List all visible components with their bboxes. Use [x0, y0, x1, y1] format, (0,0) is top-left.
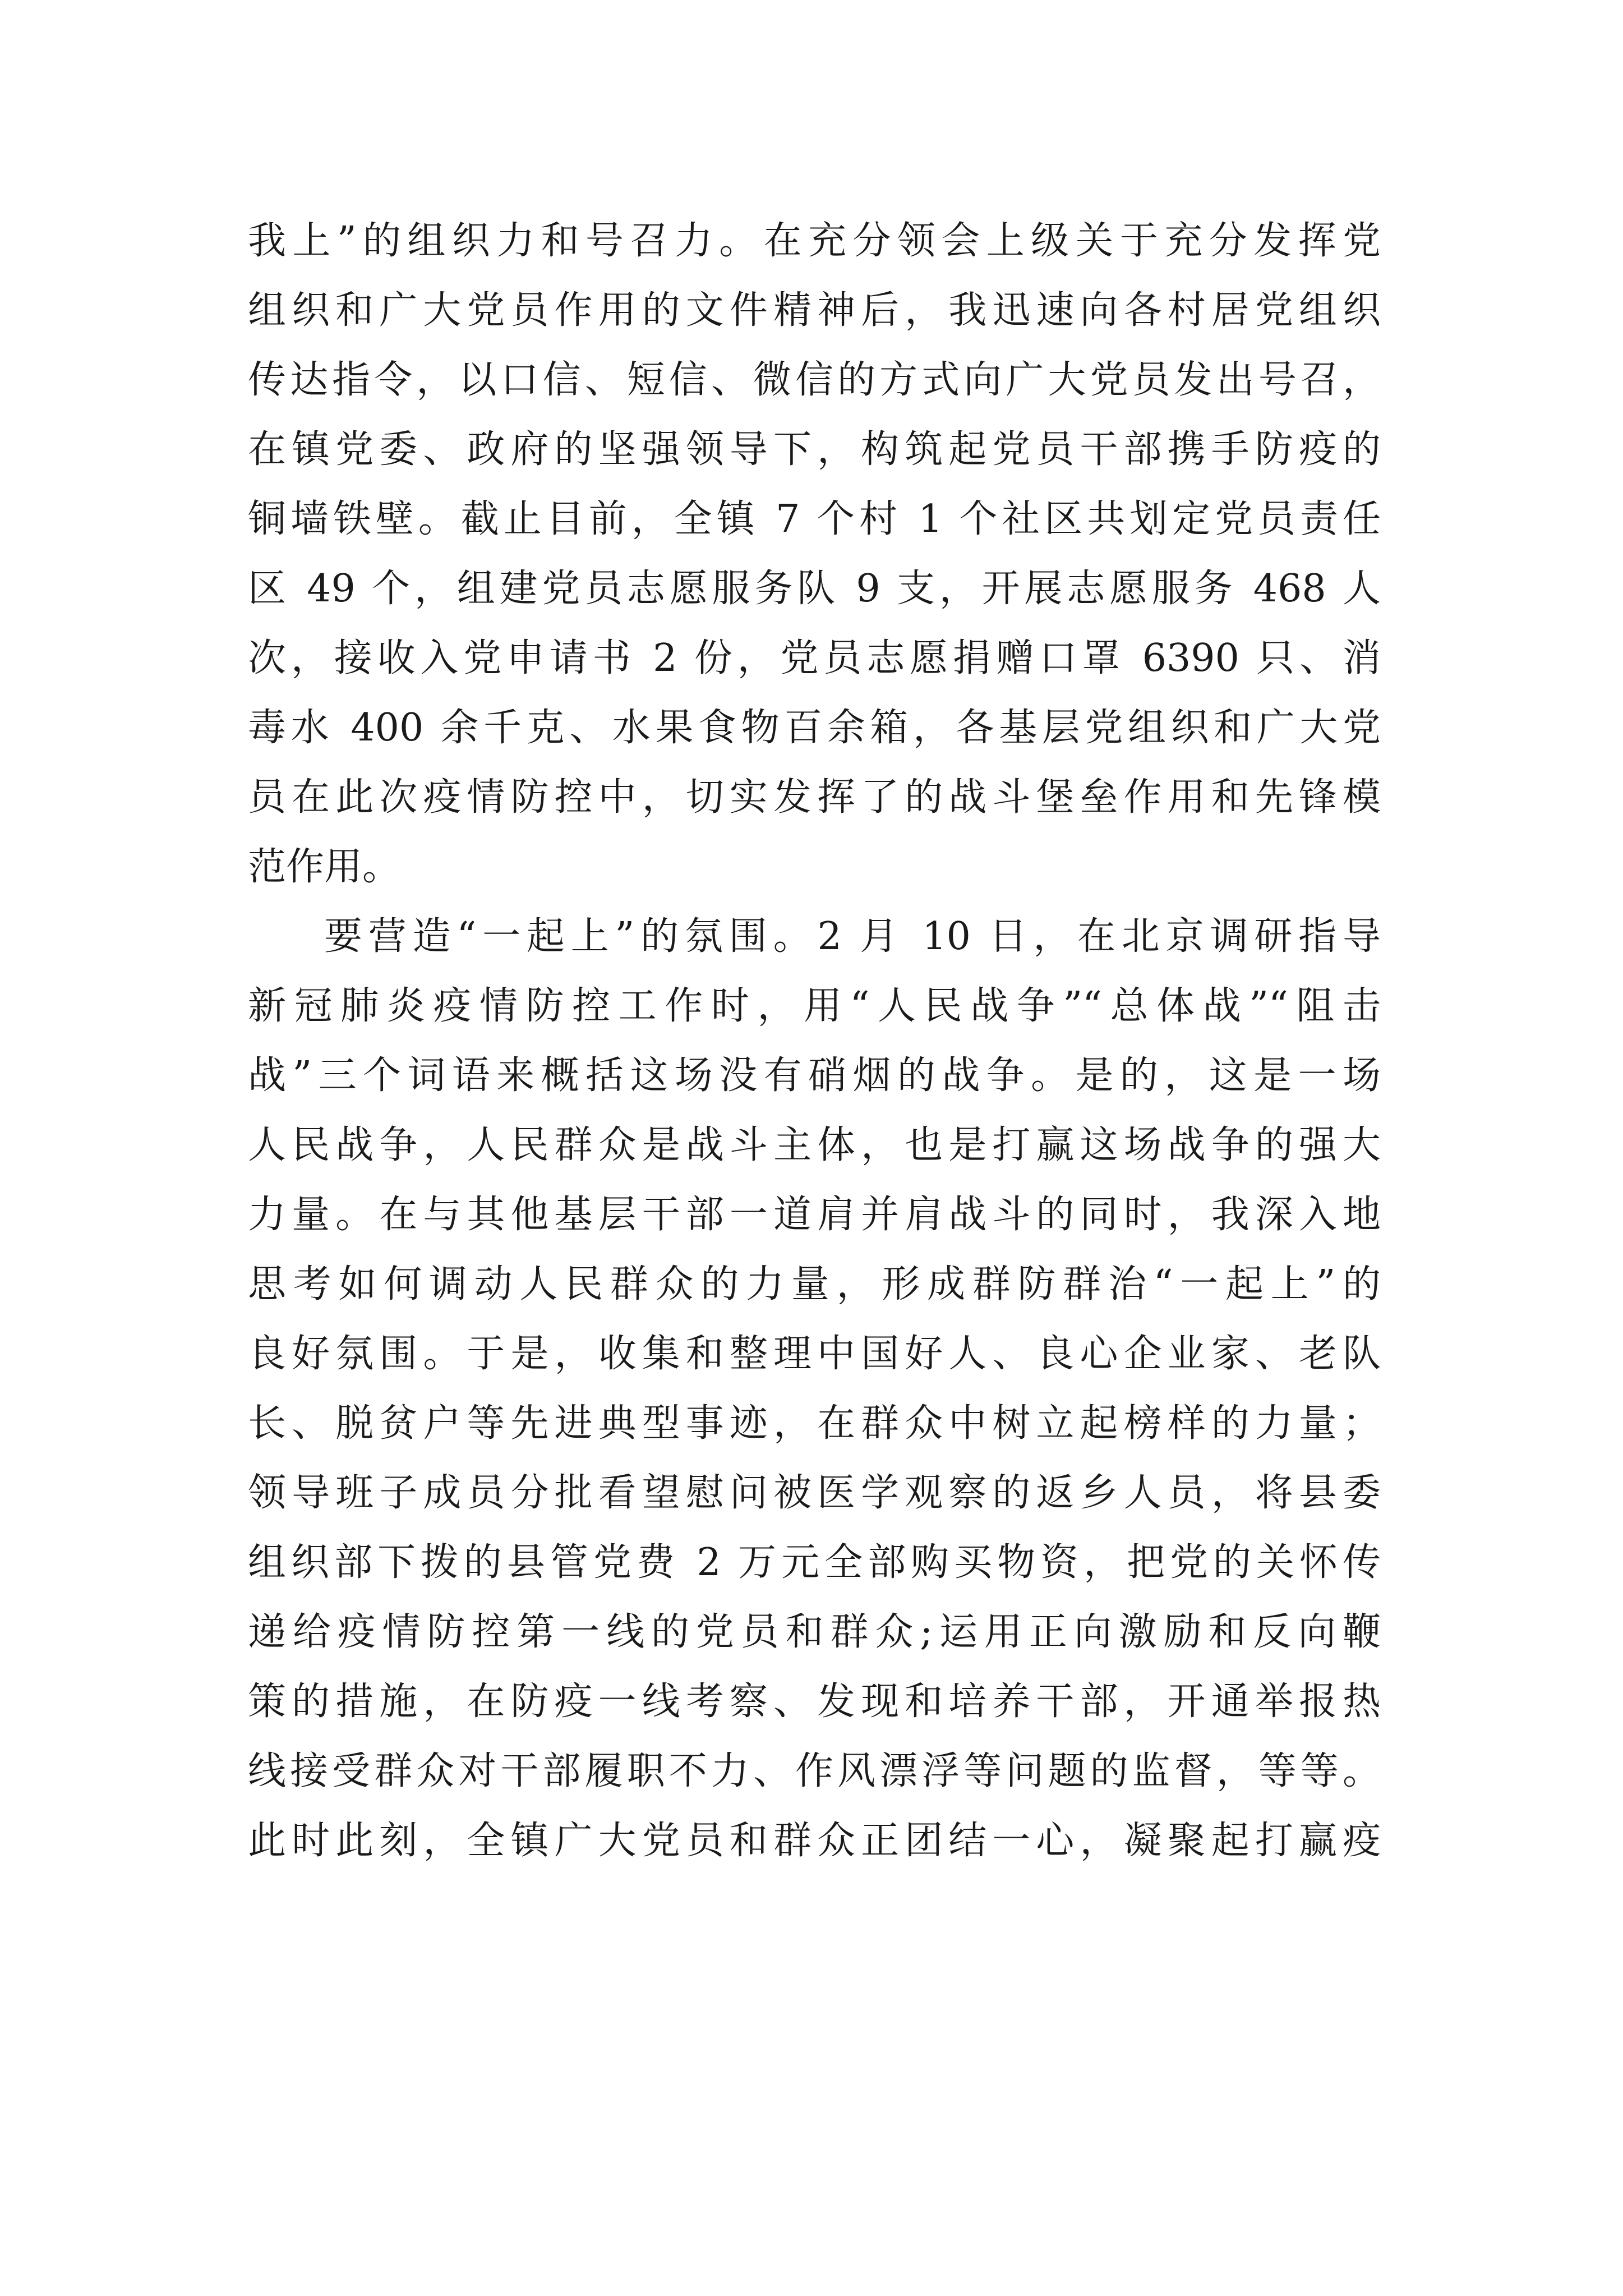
- text-line: 线接受群众对干部履职不力、作风漂浮等问题的监督，等等。: [248, 1749, 1381, 1793]
- body-text: [248, 206, 1381, 1876]
- text-line: 区 49 个，组建党员志愿服务队 9 支，开展志愿服务 468 人: [248, 567, 1381, 611]
- text-line: 此时此刻，全镇广大党员和群众正团结一心，凝聚起打赢疫: [248, 1819, 1381, 1863]
- text-line: 在镇党委、政府的坚强领导下，构筑起党员干部携手防疫的: [248, 427, 1381, 472]
- text-line-paragraph-end: 范作用。: [248, 845, 401, 889]
- text-line: 传达指令，以口信、短信、微信的方式向广大党员发出号召，: [248, 358, 1381, 402]
- text-line: 我上”的组织力和号召力。在充分领会上级关于充分发挥党: [248, 219, 1381, 263]
- text-line: 铜墙铁壁。截止目前，全镇 7 个村 1 个社区共划定党员责任: [248, 497, 1381, 541]
- text-line: 力量。在与其他基层干部一道肩并肩战斗的同时，我深入地: [248, 1193, 1381, 1237]
- text-line: 新冠肺炎疫情防控工作时，用“人民战争”“总体战”“阻击: [248, 984, 1381, 1028]
- text-line: 良好氛围。于是，收集和整理中国好人、良心企业家、老队: [248, 1332, 1381, 1376]
- text-line: 组织部下拨的县管党费 2 万元全部购买物资，把党的关怀传: [248, 1540, 1381, 1585]
- text-line: 组织和广大党员作用的文件精神后，我迅速向各村居党组织: [248, 288, 1381, 333]
- text-line: 策的措施，在防疫一线考察、发现和培养干部，开通举报热: [248, 1680, 1381, 1724]
- text-line: 递给疫情防控第一线的党员和群众;运用正向激励和反向鞭: [248, 1610, 1381, 1654]
- text-line: 次，接收入党申请书 2 份，党员志愿捐赠口罩 6390 只、消: [248, 636, 1381, 680]
- text-line: 员在此次疫情防控中，切实发挥了的战斗堡垒作用和先锋模: [248, 775, 1381, 820]
- text-line: 人民战争，人民群众是战斗主体，也是打赢这场战争的强大: [248, 1123, 1381, 1167]
- text-line: 毒水 400 余千克、水果食物百余箱，各基层党组织和广大党: [248, 706, 1381, 750]
- text-line: 领导班子成员分批看望慰问被医学观察的返乡人员，将县委: [248, 1471, 1381, 1515]
- text-line-paragraph-start: 要营造“一起上”的氛围。2 月 10 日，在北京调研指导: [324, 914, 1381, 959]
- text-line: 长、脱贫户等先进典型事迹，在群众中树立起榜样的力量；: [248, 1401, 1381, 1446]
- text-line: 战”三个词语来概括这场没有硝烟的战争。是的，这是一场: [248, 1053, 1381, 1098]
- text-line: 思考如何调动人民群众的力量，形成群防群治“一起上”的: [248, 1262, 1381, 1306]
